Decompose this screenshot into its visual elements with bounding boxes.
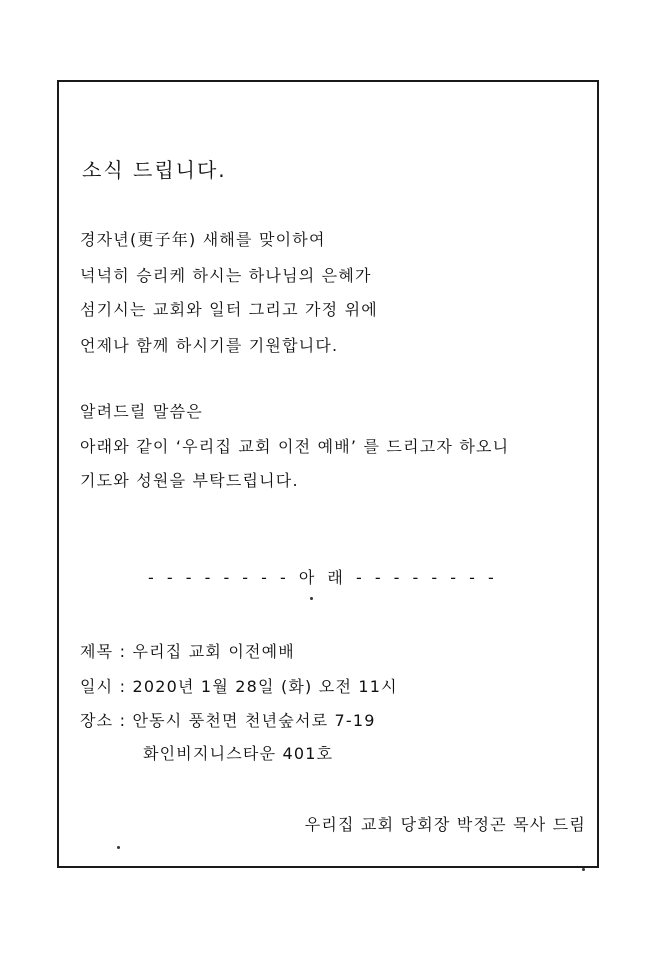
- detail-datetime: 일시 : 2020년 1월 28일 (화) 오전 11시: [80, 677, 398, 696]
- scan-speck: [117, 846, 120, 849]
- detail-subject: 제목 : 우리집 교회 이전예배: [80, 642, 295, 661]
- scan-speck: [310, 597, 313, 600]
- section-divider: - - - - - - - - 아 래 - - - - - - - -: [148, 568, 498, 587]
- detail-place-line2: 화인비지니스타운 401호: [143, 744, 334, 763]
- greeting-line-3: 섬기시는 교회와 일터 그리고 가정 위에: [80, 300, 378, 319]
- greeting-line-1: 경자년(更子年) 새해를 맞이하여: [80, 230, 326, 249]
- detail-place: 장소 : 안동시 풍천면 천년숲서로 7-19: [80, 711, 376, 730]
- greeting-line-4: 언제나 함께 하시기를 기원합니다.: [80, 336, 339, 355]
- announcement-line-2: 아래와 같이 ‘우리집 교회 이전 예배’ 를 드리고자 하오니: [80, 437, 510, 456]
- greeting-line-2: 넉넉히 승리케 하시는 하나님의 은혜가: [80, 266, 372, 285]
- signature: 우리집 교회 당회장 박정곤 목사 드림: [304, 815, 586, 834]
- scan-speck: [582, 868, 585, 871]
- notice-title: 소식 드립니다.: [82, 158, 227, 182]
- announcement-line-3: 기도와 성원을 부탁드립니다.: [80, 471, 299, 490]
- announcement-line-1: 알려드릴 말씀은: [80, 402, 203, 421]
